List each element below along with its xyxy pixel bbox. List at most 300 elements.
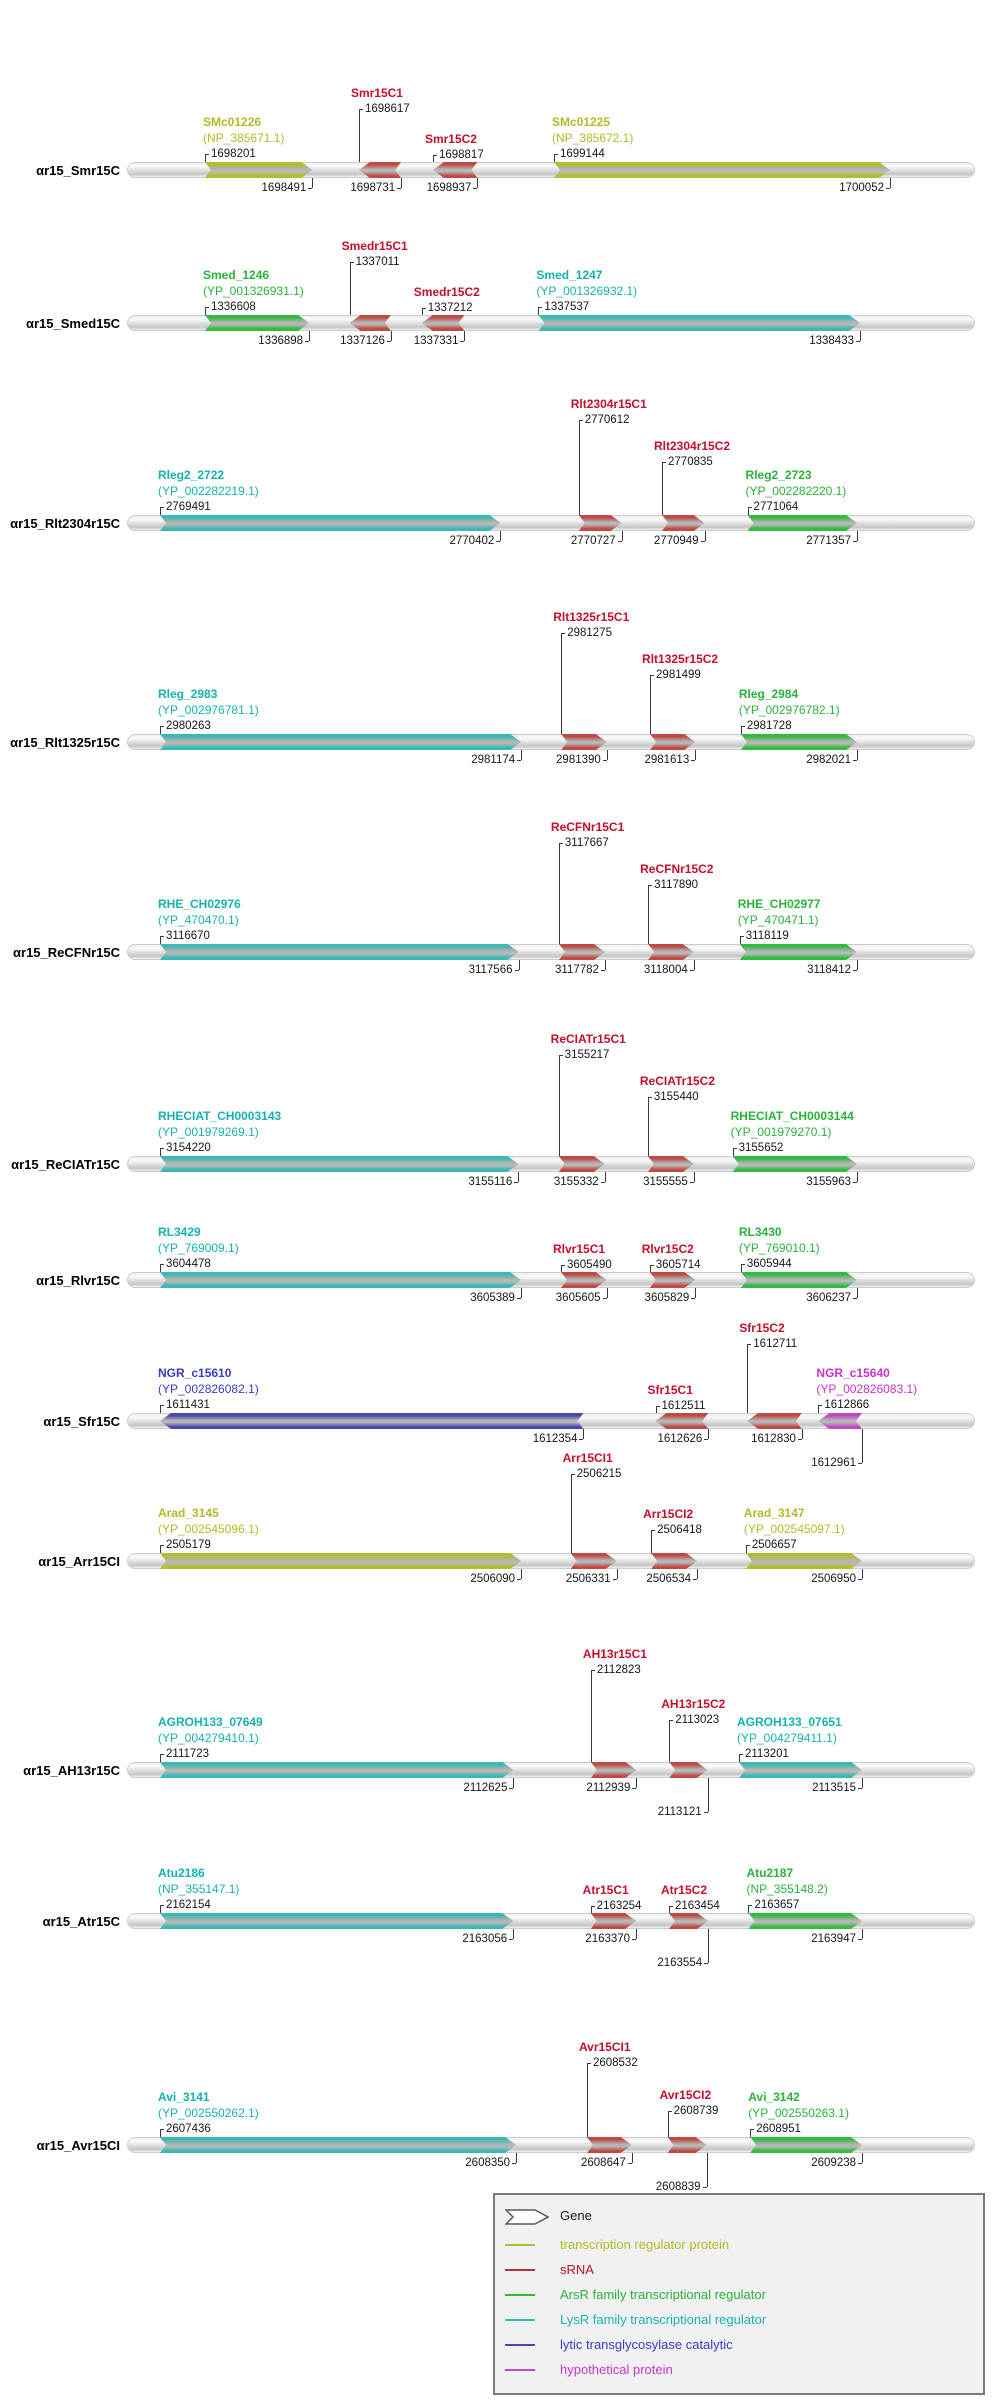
label-connector: [669, 1906, 670, 1913]
end-tick-foot: [514, 1182, 518, 1183]
label-connector: [741, 726, 742, 734]
end-tick: [857, 1288, 858, 1298]
end-coordinate: 2982021: [806, 754, 851, 766]
start-coordinate: 2113201: [744, 1748, 789, 1760]
end-tick: [708, 1929, 709, 1963]
end-tick-foot: [853, 1182, 857, 1183]
gene-arrow: [739, 1762, 862, 1778]
gene-arrow: [750, 2137, 862, 2153]
start-coordinate: 1337011: [355, 256, 400, 268]
end-coordinate: 2112939: [586, 1782, 631, 1794]
end-tick: [607, 1288, 608, 1298]
srna-name: Avr15CI2: [659, 2088, 712, 2102]
srna-gene-arrow: [747, 1413, 802, 1429]
label-connector: [650, 675, 651, 734]
end-coordinate: 1337331: [413, 335, 459, 347]
end-tick-foot: [517, 760, 521, 761]
end-tick: [607, 750, 608, 760]
end-coordinate: 1612354: [532, 1433, 578, 1445]
end-tick: [513, 1929, 514, 1939]
gene-name: Smed_1247: [536, 268, 603, 282]
end-tick-foot: [603, 1298, 607, 1299]
label-connector: [561, 1265, 562, 1272]
end-tick: [707, 2153, 708, 2187]
end-tick: [521, 1288, 522, 1298]
end-coordinate: 1698491: [261, 182, 307, 194]
label-connector: [350, 262, 351, 315]
legend-swatch-transcription_regulator_protein: [505, 2244, 535, 2246]
srna-name: Atr15C1: [582, 1883, 629, 1897]
start-coordinate: 2771064: [753, 501, 799, 513]
start-coordinate: 2163254: [596, 1900, 642, 1912]
start-coordinate: 2981275: [567, 627, 612, 639]
srna-name: ReCIATr15C2: [639, 1074, 715, 1088]
end-tick: [708, 1429, 709, 1439]
end-tick: [890, 178, 891, 188]
srna-name: Rlvr15C2: [641, 1242, 694, 1256]
end-coordinate: 2163056: [462, 1933, 508, 1945]
label-connector: [656, 1406, 657, 1413]
start-coordinate: 2112823: [596, 1664, 641, 1676]
start-coordinate: 3604478: [166, 1258, 211, 1270]
end-tick-foot: [853, 1298, 857, 1299]
gene-arrow-icon: [505, 2209, 549, 2225]
end-coordinate: 1698731: [350, 182, 396, 194]
end-tick: [857, 1172, 858, 1182]
start-coordinate: 3155440: [653, 1091, 699, 1103]
legend-item-label: hypothetical protein: [560, 2362, 673, 2377]
start-coordinate: 2981499: [656, 669, 701, 681]
end-tick-foot: [632, 1939, 636, 1940]
end-tick: [500, 531, 501, 541]
start-coordinate: 2608739: [673, 2105, 719, 2117]
start-coordinate: 3605714: [655, 1259, 701, 1271]
end-tick-foot: [473, 188, 477, 189]
end-tick: [860, 331, 861, 341]
row-label: αr15_AH13r15C: [23, 1763, 120, 1778]
gene-accession: (NP_355148.2): [746, 1882, 828, 1896]
gene-accession: (NP_385672.1): [551, 131, 634, 145]
end-tick: [583, 1429, 584, 1439]
end-tick-foot: [856, 341, 860, 342]
end-tick-foot: [613, 1579, 617, 1580]
gene-arrow: [741, 734, 857, 750]
gene-name: Arad_3145: [158, 1506, 219, 1520]
end-coordinate: 2608839: [655, 2181, 701, 2193]
end-tick: [857, 960, 858, 970]
gene-name: Rleg2_2722: [158, 468, 225, 482]
row-label: αr15_Rlt2304r15C: [10, 516, 120, 531]
row-label: αr15_Rlt1325r15C: [10, 735, 120, 750]
end-tick-foot: [628, 2163, 632, 2164]
end-coordinate: 2163947: [811, 1933, 856, 1945]
label-connector: [748, 507, 749, 515]
label-connector: [741, 1264, 742, 1272]
end-coordinate: 2608350: [465, 2157, 511, 2169]
end-coordinate: 2163554: [657, 1957, 703, 1969]
row-label: αr15_Arr15CI: [38, 1554, 120, 1569]
end-coordinate: 2113515: [812, 1782, 856, 1794]
end-tick-foot: [858, 1939, 862, 1940]
label-connector: [160, 507, 161, 515]
gene-name: RHE_CH02977: [737, 897, 821, 911]
gene-arrow: [748, 1913, 862, 1929]
srna-name: Arr15CI1: [562, 1451, 613, 1465]
end-coordinate: 3606237: [806, 1292, 851, 1304]
end-coordinate: 2770402: [449, 535, 495, 547]
srna-name: ReCFNr15C2: [640, 862, 714, 876]
legend-gene-label: Gene: [560, 2208, 592, 2223]
label-connector: [160, 1264, 161, 1272]
start-coordinate: 2607436: [166, 2123, 211, 2135]
label-connector: [160, 726, 161, 734]
end-tick-foot: [858, 1788, 862, 1789]
gene-accession: (YP_002545097.1): [743, 1522, 845, 1536]
start-coordinate: 1337537: [544, 301, 590, 313]
gene-name: SMc01225: [551, 115, 611, 129]
end-coordinate: 2981613: [644, 754, 690, 766]
end-coordinate: 1612830: [751, 1433, 796, 1445]
gene-accession: (YP_002282219.1): [158, 484, 259, 498]
start-coordinate: 2506215: [576, 1468, 622, 1480]
row-label: αr15_Avr15CI: [36, 2138, 120, 2153]
gene-accession: (YP_001979269.1): [158, 1125, 259, 1139]
end-tick: [309, 331, 310, 341]
label-connector: [422, 308, 423, 315]
end-tick-foot: [858, 1463, 862, 1464]
gene-name: NGR_c15640: [816, 1366, 890, 1380]
gene-name: NGR_c15610: [158, 1366, 232, 1380]
gene-arrow: [205, 315, 309, 331]
end-coordinate: 3605829: [644, 1292, 690, 1304]
end-tick-foot: [691, 760, 695, 761]
end-tick: [391, 331, 392, 341]
row-label: αr15_Rlvr15C: [36, 1273, 120, 1288]
start-coordinate: 1612711: [753, 1338, 798, 1350]
gene-arrow: [160, 734, 521, 750]
gene-name: Atu2186: [158, 1866, 205, 1880]
gene-name: Avi_3141: [158, 2090, 210, 2104]
start-coordinate: 1698817: [438, 149, 484, 161]
gene-arrow: [740, 944, 857, 960]
gene-accession: (NP_355147.1): [158, 1882, 240, 1896]
end-tick-foot: [397, 188, 401, 189]
end-coordinate: 1698937: [426, 182, 472, 194]
label-connector: [648, 1097, 649, 1156]
end-tick: [401, 178, 402, 188]
start-coordinate: 2506657: [751, 1539, 797, 1551]
end-tick: [477, 178, 478, 188]
srna-name: Rlt2304r15C2: [654, 439, 731, 453]
end-coordinate: 3117566: [468, 964, 513, 976]
gene-name: Atu2187: [746, 1866, 794, 1880]
row-label: αr15_Smr15C: [36, 163, 120, 178]
end-tick: [708, 1778, 709, 1812]
end-tick-foot: [509, 1788, 513, 1789]
end-tick-foot: [853, 541, 857, 542]
label-connector: [160, 936, 161, 944]
start-coordinate: 2163657: [754, 1899, 800, 1911]
gene-name: Avi_3142: [748, 2090, 800, 2104]
label-connector: [740, 936, 741, 944]
gene-accession: (YP_002826083.1): [816, 1382, 918, 1396]
end-tick: [695, 750, 696, 760]
gene-name: RHECIAT_CH0003143: [158, 1109, 282, 1123]
srna-name: Rlvr15C1: [553, 1242, 606, 1256]
end-coordinate: 3155116: [468, 1176, 513, 1188]
end-coordinate: 1700052: [839, 182, 884, 194]
label-connector: [668, 2111, 669, 2137]
gene-arrow: [748, 515, 857, 531]
end-coordinate: 2163370: [585, 1933, 631, 1945]
label-connector: [538, 307, 539, 315]
row-label: αr15_Sfr15C: [43, 1414, 120, 1429]
start-coordinate: 1336608: [211, 301, 256, 313]
end-tick: [636, 1929, 637, 1939]
start-coordinate: 3605944: [746, 1258, 792, 1270]
start-coordinate: 2981728: [746, 720, 792, 732]
gene-accession: (YP_002545096.1): [158, 1522, 259, 1536]
label-connector: [205, 154, 206, 162]
end-tick: [464, 331, 465, 341]
legend-swatch-sRNA: [505, 2269, 535, 2271]
start-coordinate: 1612866: [824, 1399, 870, 1411]
end-tick: [636, 1778, 637, 1788]
end-tick-foot: [515, 970, 519, 971]
gene-accession: (YP_001979270.1): [730, 1125, 832, 1139]
start-coordinate: 2162154: [166, 1899, 211, 1911]
end-coordinate: 1336898: [258, 335, 304, 347]
end-coordinate: 1612961: [811, 1457, 856, 1469]
srna-name: Smedr15C1: [341, 239, 408, 253]
end-tick-foot: [690, 1182, 694, 1183]
gene-accession: (YP_002976781.1): [158, 703, 259, 717]
legend-item-label: transcription regulator protein: [560, 2237, 730, 2252]
label-connector: [579, 420, 580, 515]
label-connector: [559, 1055, 560, 1156]
srna-gene-arrow: [656, 1413, 709, 1429]
end-tick: [857, 531, 858, 541]
end-tick-foot: [858, 2163, 862, 2164]
end-coordinate: 3118004: [643, 964, 688, 976]
label-connector: [750, 2129, 751, 2137]
end-coordinate: 3155332: [553, 1176, 599, 1188]
label-connector: [733, 1148, 734, 1156]
gene-name: RL3429: [158, 1225, 201, 1239]
gene-name: Rleg2_2723: [745, 468, 812, 482]
start-coordinate: 3116670: [166, 930, 210, 942]
end-coordinate: 2506331: [565, 1573, 611, 1585]
gene-accession: (YP_470470.1): [158, 913, 239, 927]
srna-name: Smedr15C2: [413, 285, 480, 299]
end-tick: [312, 178, 313, 188]
end-coordinate: 3155555: [643, 1176, 688, 1188]
end-coordinate: 3605389: [470, 1292, 515, 1304]
start-coordinate: 3118119: [745, 930, 789, 942]
start-coordinate: 1612511: [661, 1400, 706, 1412]
gene-arrow: [160, 1413, 583, 1429]
label-connector: [650, 1265, 651, 1272]
label-connector: [747, 1344, 748, 1413]
srna-name: AH13r15C1: [582, 1647, 647, 1661]
label-connector: [559, 843, 560, 944]
end-tick: [516, 2153, 517, 2163]
srna-name: Arr15CI2: [643, 1507, 694, 1521]
gene-arrow: [554, 162, 890, 178]
start-coordinate: 3155652: [738, 1142, 784, 1154]
end-tick-foot: [517, 1298, 521, 1299]
start-coordinate: 1699144: [559, 148, 605, 160]
end-tick: [617, 1569, 618, 1579]
label-connector: [160, 1905, 161, 1913]
gene-arrow: [160, 1913, 513, 1929]
start-coordinate: 2608951: [756, 2123, 801, 2135]
label-connector: [359, 109, 360, 162]
end-tick-foot: [496, 541, 500, 542]
end-tick-foot: [601, 970, 605, 971]
gene-arrow: [160, 944, 519, 960]
srna-name: Atr15C2: [660, 1883, 707, 1897]
label-connector: [571, 1474, 572, 1553]
end-coordinate: 2770727: [570, 535, 616, 547]
label-connector: [748, 1905, 749, 1913]
gene-accession: (NP_385671.1): [203, 131, 285, 145]
gene-arrow: [160, 515, 500, 531]
gene-name: AGROH133_07649: [158, 1715, 263, 1729]
end-tick-foot: [704, 1439, 708, 1440]
gene-name: RHE_CH02976: [158, 897, 241, 911]
gene-accession: (YP_001326931.1): [203, 284, 304, 298]
legend-item-label: sRNA: [560, 2262, 594, 2277]
start-coordinate: 2111723: [166, 1748, 210, 1760]
start-coordinate: 3117667: [564, 837, 609, 849]
label-connector: [591, 1670, 592, 1762]
start-coordinate: 3605490: [567, 1259, 612, 1271]
end-tick-foot: [509, 1939, 513, 1940]
end-tick-foot: [886, 188, 890, 189]
row-label: αr15_ReCFNr15C: [13, 945, 120, 960]
end-tick: [802, 1429, 803, 1439]
gene-name: Rleg_2983: [158, 687, 218, 701]
legend-item-label: lytic transglycosylase catalytic: [560, 2337, 733, 2352]
label-connector: [818, 1405, 819, 1413]
gene-arrow: [160, 1156, 518, 1172]
srna-name: Sfr15C1: [647, 1383, 693, 1397]
label-connector: [648, 885, 649, 944]
srna-name: Sfr15C2: [739, 1321, 785, 1335]
end-tick-foot: [703, 2187, 707, 2188]
label-connector: [587, 2063, 588, 2137]
end-coordinate: 2770949: [653, 535, 699, 547]
label-connector: [433, 155, 434, 162]
gene-name: Arad_3147: [743, 1506, 805, 1520]
label-connector: [561, 633, 562, 734]
end-coordinate: 1337126: [340, 335, 385, 347]
end-tick: [521, 1569, 522, 1579]
end-tick-foot: [308, 188, 312, 189]
end-tick-foot: [858, 1579, 862, 1580]
end-coordinate: 3118412: [807, 964, 851, 976]
end-tick: [605, 1172, 606, 1182]
gene-arrow: [741, 1272, 857, 1288]
label-connector: [554, 154, 555, 162]
end-coordinate: 2113121: [657, 1806, 702, 1818]
legend-swatch-ArsR: [505, 2294, 535, 2296]
start-coordinate: 3117890: [654, 879, 699, 891]
end-tick-foot: [601, 1182, 605, 1183]
end-coordinate: 1338433: [809, 335, 854, 347]
label-connector: [591, 1906, 592, 1913]
end-tick-foot: [579, 1439, 583, 1440]
srna-name: Smr15C1: [350, 86, 403, 100]
row-label: αr15_Smed15C: [26, 316, 120, 331]
legend-swatch-hypothetical_protein: [505, 2369, 535, 2371]
label-connector: [746, 1545, 747, 1553]
end-tick: [862, 1929, 863, 1939]
end-tick-foot: [704, 1963, 708, 1964]
end-tick: [697, 1569, 698, 1579]
start-coordinate: 2770835: [668, 456, 713, 468]
end-tick-foot: [387, 341, 391, 342]
end-tick: [605, 960, 606, 970]
gene-arrow: [733, 1156, 857, 1172]
gene-name: SMc01226: [203, 115, 262, 129]
gene-arrow: [538, 315, 860, 331]
end-tick: [694, 1172, 695, 1182]
end-tick-foot: [603, 760, 607, 761]
gene-arrow: [746, 1553, 862, 1569]
gene-accession: (YP_002976782.1): [738, 703, 840, 717]
end-tick-foot: [691, 1298, 695, 1299]
gene-name: RHECIAT_CH0003144: [730, 1109, 854, 1123]
end-tick-foot: [693, 1579, 697, 1580]
legend-item-label: ArsR family transcriptional regulator: [560, 2287, 766, 2302]
end-coordinate: 2506090: [470, 1573, 516, 1585]
start-coordinate: 3155217: [564, 1049, 610, 1061]
start-coordinate: 2770612: [584, 414, 630, 426]
gene-accession: (YP_769010.1): [738, 1241, 820, 1255]
end-tick-foot: [512, 2163, 516, 2164]
label-connector: [669, 1720, 670, 1762]
start-coordinate: 2769491: [166, 501, 211, 513]
gene-name: RL3430: [738, 1225, 782, 1239]
srna-name: AH13r15C2: [661, 1697, 726, 1711]
end-coordinate: 1612626: [657, 1433, 703, 1445]
label-connector: [739, 1754, 740, 1762]
label-connector: [160, 2129, 161, 2137]
legend-swatch-lytic_transglycosylase: [505, 2344, 535, 2346]
srna-name: Smr15C2: [424, 132, 477, 146]
start-coordinate: 1337212: [427, 302, 473, 314]
start-coordinate: 2163454: [674, 1900, 720, 1912]
start-coordinate: 1698617: [364, 103, 410, 115]
gene-accession: (YP_004279410.1): [158, 1731, 259, 1745]
end-tick: [857, 750, 858, 760]
label-connector: [160, 1148, 161, 1156]
start-coordinate: 2608532: [592, 2057, 638, 2069]
srna-name: Rlt1325r15C2: [642, 652, 719, 666]
gene-arrow: [160, 1553, 521, 1569]
end-tick: [521, 750, 522, 760]
gene-accession: (YP_004279411.1): [736, 1731, 837, 1745]
end-coordinate: 2112625: [463, 1782, 508, 1794]
end-tick: [862, 1429, 863, 1463]
start-coordinate: 1698201: [211, 148, 256, 160]
end-tick-foot: [853, 760, 857, 761]
end-tick: [513, 1778, 514, 1788]
end-coordinate: 2609238: [811, 2157, 856, 2169]
end-tick-foot: [618, 541, 622, 542]
